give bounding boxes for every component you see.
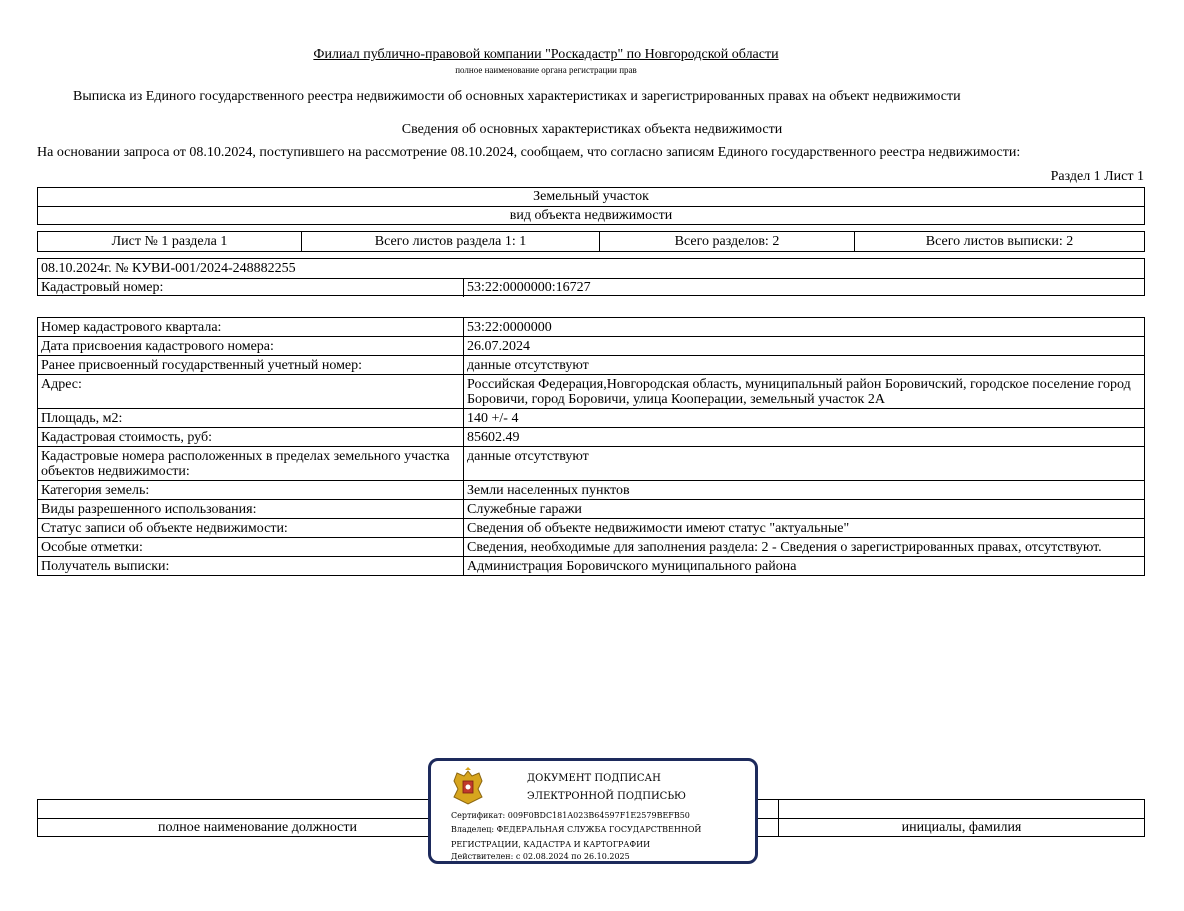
row-label: Кадастровые номера расположенных в пределах земельного участка объектов недвижимости: [38, 447, 464, 480]
row-value: Служебные гаражи [467, 502, 582, 517]
total-sections: Всего разделов: 2 [600, 232, 855, 251]
table-row [38, 519, 1144, 538]
cadastral-number-value: 53:22:0000000:16727 [467, 280, 591, 295]
row-label: Виды разрешенного использования: [38, 500, 464, 518]
stamp-owner-2: РЕГИСТРАЦИИ, КАДАСТРА И КАРТОГРАФИИ [451, 840, 651, 849]
digital-signature-stamp [428, 758, 758, 864]
org-note: полное наименование органа регистрации прав [455, 65, 637, 75]
registration-date-number: 08.10.2024г. № КУВИ-001/2024-248882255 [38, 259, 1144, 279]
cadastral-number-row [38, 279, 1144, 297]
row-value: Земли населенных пунктов [467, 483, 630, 498]
stamp-certificate: Сертификат: 009F0BDC181A023B64597F1E2579BEFB50 [451, 811, 690, 820]
row-label: Категория земель: [38, 481, 464, 499]
name-label: инициалы, фамилия [901, 820, 1022, 835]
row-label: Кадастровая стоимость, руб: [38, 428, 464, 446]
total-section-sheets: Всего листов раздела 1: 1 [302, 232, 600, 251]
object-type-label: вид объекта недвижимости [509, 208, 673, 223]
basis-text: На основании запроса от 08.10.2024, поступившего на рассмотрение 08.10.2024, сообщаем, что согласно записям Единого государственного реестра недвижимости: [37, 145, 1021, 160]
row-label: Получатель выписки: [38, 557, 464, 575]
position-label: полное наименование должности [38, 819, 478, 837]
table-row [38, 409, 1144, 428]
characteristics-table [37, 317, 1145, 576]
row-label: Особые отметки: [38, 538, 464, 556]
row-value: Сведения об объекте недвижимости имеют статус "актуальные" [467, 521, 850, 536]
row-value: 53:22:0000000 [467, 320, 552, 335]
table-row [38, 447, 1144, 481]
section-number: Раздел 1 Лист 1 [1050, 169, 1144, 184]
cadastral-number-label: Кадастровый номер: [38, 279, 464, 297]
name-blank [779, 800, 1144, 818]
row-label: Адрес: [38, 375, 464, 408]
table-row [38, 337, 1144, 356]
table-row [38, 557, 1144, 575]
row-label: Статус записи об объекте недвижимости: [38, 519, 464, 537]
stamp-validity: Действителен: с 02.08.2024 по 26.10.2025 [451, 852, 630, 861]
row-label: Ранее присвоенный государственный учетный номер: [38, 356, 464, 374]
stamp-owner: Владелец: ФЕДЕРАЛЬНАЯ СЛУЖБА ГОСУДАРСТВЕННОЙ [451, 825, 702, 834]
table-row [38, 538, 1144, 557]
row-label: Дата присвоения кадастрового номера: [38, 337, 464, 355]
document-subtitle: Сведения об основных характеристиках объекта недвижимости [401, 122, 783, 137]
total-extract-sheets: Всего листов выписки: 2 [925, 234, 1074, 249]
document-title: Выписка из Единого государственного реестра недвижимости об основных характеристиках и зарегистрированных правах на объект недвижимости [73, 89, 961, 104]
table-row [38, 356, 1144, 375]
sheet-info-bar [37, 231, 1145, 252]
row-value: данные отсутствуют [467, 449, 589, 464]
row-value: Сведения, необходимые для заполнения раздела: 2 - Сведения о зарегистрированных правах, отсутствуют. [467, 540, 1102, 555]
row-value: 140 +/- 4 [467, 411, 519, 426]
row-value: 85602.49 [467, 430, 520, 445]
object-type: Земельный участок [38, 188, 1144, 207]
table-row [38, 428, 1144, 447]
coat-of-arms-icon [449, 767, 487, 807]
row-value: Российская Федерация,Новгородская область, муниципальный район Боровичский, городское поселение город Боровичи, город Боровичи, улица Кооперации, земельный участок 2А [467, 377, 1131, 407]
table-row [38, 375, 1144, 409]
sheet-number: Лист № 1 раздела 1 [38, 232, 302, 251]
row-value: данные отсутствуют [467, 358, 589, 373]
row-value: 26.07.2024 [467, 339, 530, 354]
registration-box [37, 258, 1145, 296]
table-row [38, 500, 1144, 519]
stamp-line-1: ДОКУМЕНТ ПОДПИСАН [527, 773, 661, 784]
org-name: Филиал публично-правовой компании "Роскадастр" по Новгородской области [313, 47, 779, 62]
row-value: Администрация Боровичского муниципального района [467, 559, 797, 574]
object-type-box [37, 187, 1145, 225]
row-label: Площадь, м2: [38, 409, 464, 427]
position-blank [38, 800, 478, 818]
row-label: Номер кадастрового квартала: [38, 318, 464, 336]
stamp-line-2: ЭЛЕКТРОННОЙ ПОДПИСЬЮ [527, 791, 686, 802]
table-row [38, 481, 1144, 500]
table-row [38, 318, 1144, 337]
